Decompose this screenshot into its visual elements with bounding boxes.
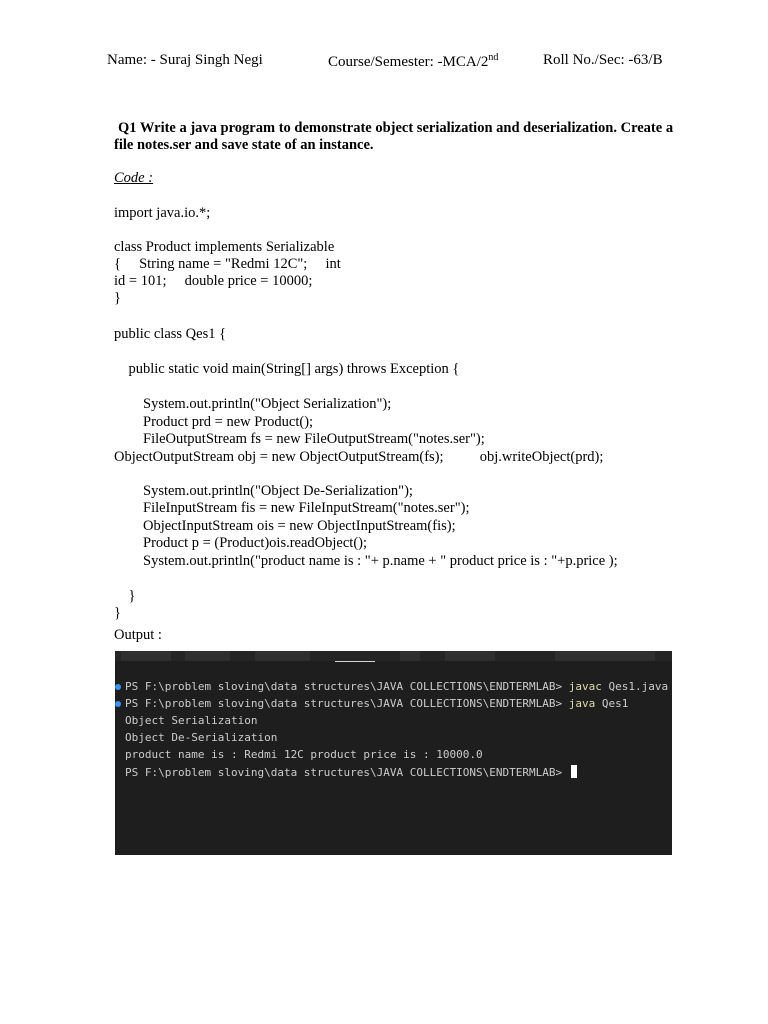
student-name: Name: - Suraj Singh Negi <box>107 52 263 68</box>
code-line: { String name = "Redmi 12C"; int <box>114 256 341 272</box>
prompt-text: PS F:\problem sloving\data structures\JAVA COLLECTIONS\ENDTERMLAB> <box>125 680 569 693</box>
roll-number: Roll No./Sec: -63/B <box>543 52 663 68</box>
code-line: System.out.println("Object De-Serialization"); <box>114 483 413 499</box>
terminal-output-line: Object De-Serialization <box>125 731 278 744</box>
terminal-tab <box>185 651 230 661</box>
code-line: ObjectOutputStream obj = new ObjectOutputStream(fs); obj.writeObject(prd); <box>114 449 604 465</box>
terminal-tab <box>445 651 495 661</box>
command-arg: Qes1.java <box>601 680 669 693</box>
terminal-cursor <box>571 765 577 778</box>
prompt-text: PS F:\problem sloving\data structures\JAVA COLLECTIONS\ENDTERMLAB> <box>125 697 569 710</box>
code-line: FileOutputStream fs = new FileOutputStream("notes.ser"); <box>114 431 485 447</box>
terminal-tab-active <box>335 651 375 662</box>
course-text: Course/Semester: -MCA/2 <box>328 54 489 70</box>
code-line: } <box>114 290 121 306</box>
terminal-shell-selector <box>555 651 655 661</box>
code-line: id = 101; double price = 10000; <box>114 273 313 289</box>
output-heading: Output : <box>114 627 162 643</box>
terminal-tab <box>255 651 310 661</box>
code-line: System.out.println("product name is : "+ p.name + " product price is : "+p.price ); <box>114 553 618 569</box>
prompt-dot-icon <box>115 701 121 707</box>
code-line: Product p = (Product)ois.readObject(); <box>114 535 368 551</box>
prompt-dot-icon <box>115 684 121 690</box>
terminal-line <box>125 697 628 710</box>
code-line: class Product implements Serializable <box>114 239 335 255</box>
terminal-output-line: product name is : Redmi 12C product price is : 10000.0 <box>125 748 483 761</box>
code-line: public static void main(String[] args) throws Exception { <box>114 361 460 377</box>
terminal-tab <box>121 651 171 661</box>
prompt-text: PS F:\problem sloving\data structures\JAVA COLLECTIONS\ENDTERMLAB> <box>125 766 569 779</box>
course-semester <box>328 52 498 71</box>
code-line: } <box>114 588 136 604</box>
command-arg: Qes1 <box>595 697 629 710</box>
terminal-tab <box>400 651 420 661</box>
code-line: import java.io.*; <box>114 205 211 221</box>
code-line: ObjectInputStream ois = new ObjectInputStream(fis); <box>114 518 456 534</box>
code-line: FileInputStream fis = new FileInputStream("notes.ser"); <box>114 500 470 516</box>
code-line: public class Qes1 { <box>114 326 227 342</box>
terminal-screenshot <box>115 651 672 855</box>
course-superscript: nd <box>488 52 499 63</box>
code-heading: Code : <box>114 170 154 186</box>
command-java: java <box>568 697 596 710</box>
terminal-tab-bar <box>115 651 672 661</box>
code-line: } <box>114 605 121 621</box>
terminal-line <box>125 680 668 693</box>
command-javac: javac <box>568 680 602 693</box>
terminal-line <box>125 765 577 779</box>
question-text: Q1 Write a java program to demonstrate object serialization and deserialization. Create a file notes.ser and save state of an instance. <box>114 120 674 153</box>
terminal-output-line: Object Serialization <box>125 714 258 727</box>
code-line: Product prd = new Product(); <box>114 414 314 430</box>
code-line: System.out.println("Object Serialization"); <box>114 396 392 412</box>
